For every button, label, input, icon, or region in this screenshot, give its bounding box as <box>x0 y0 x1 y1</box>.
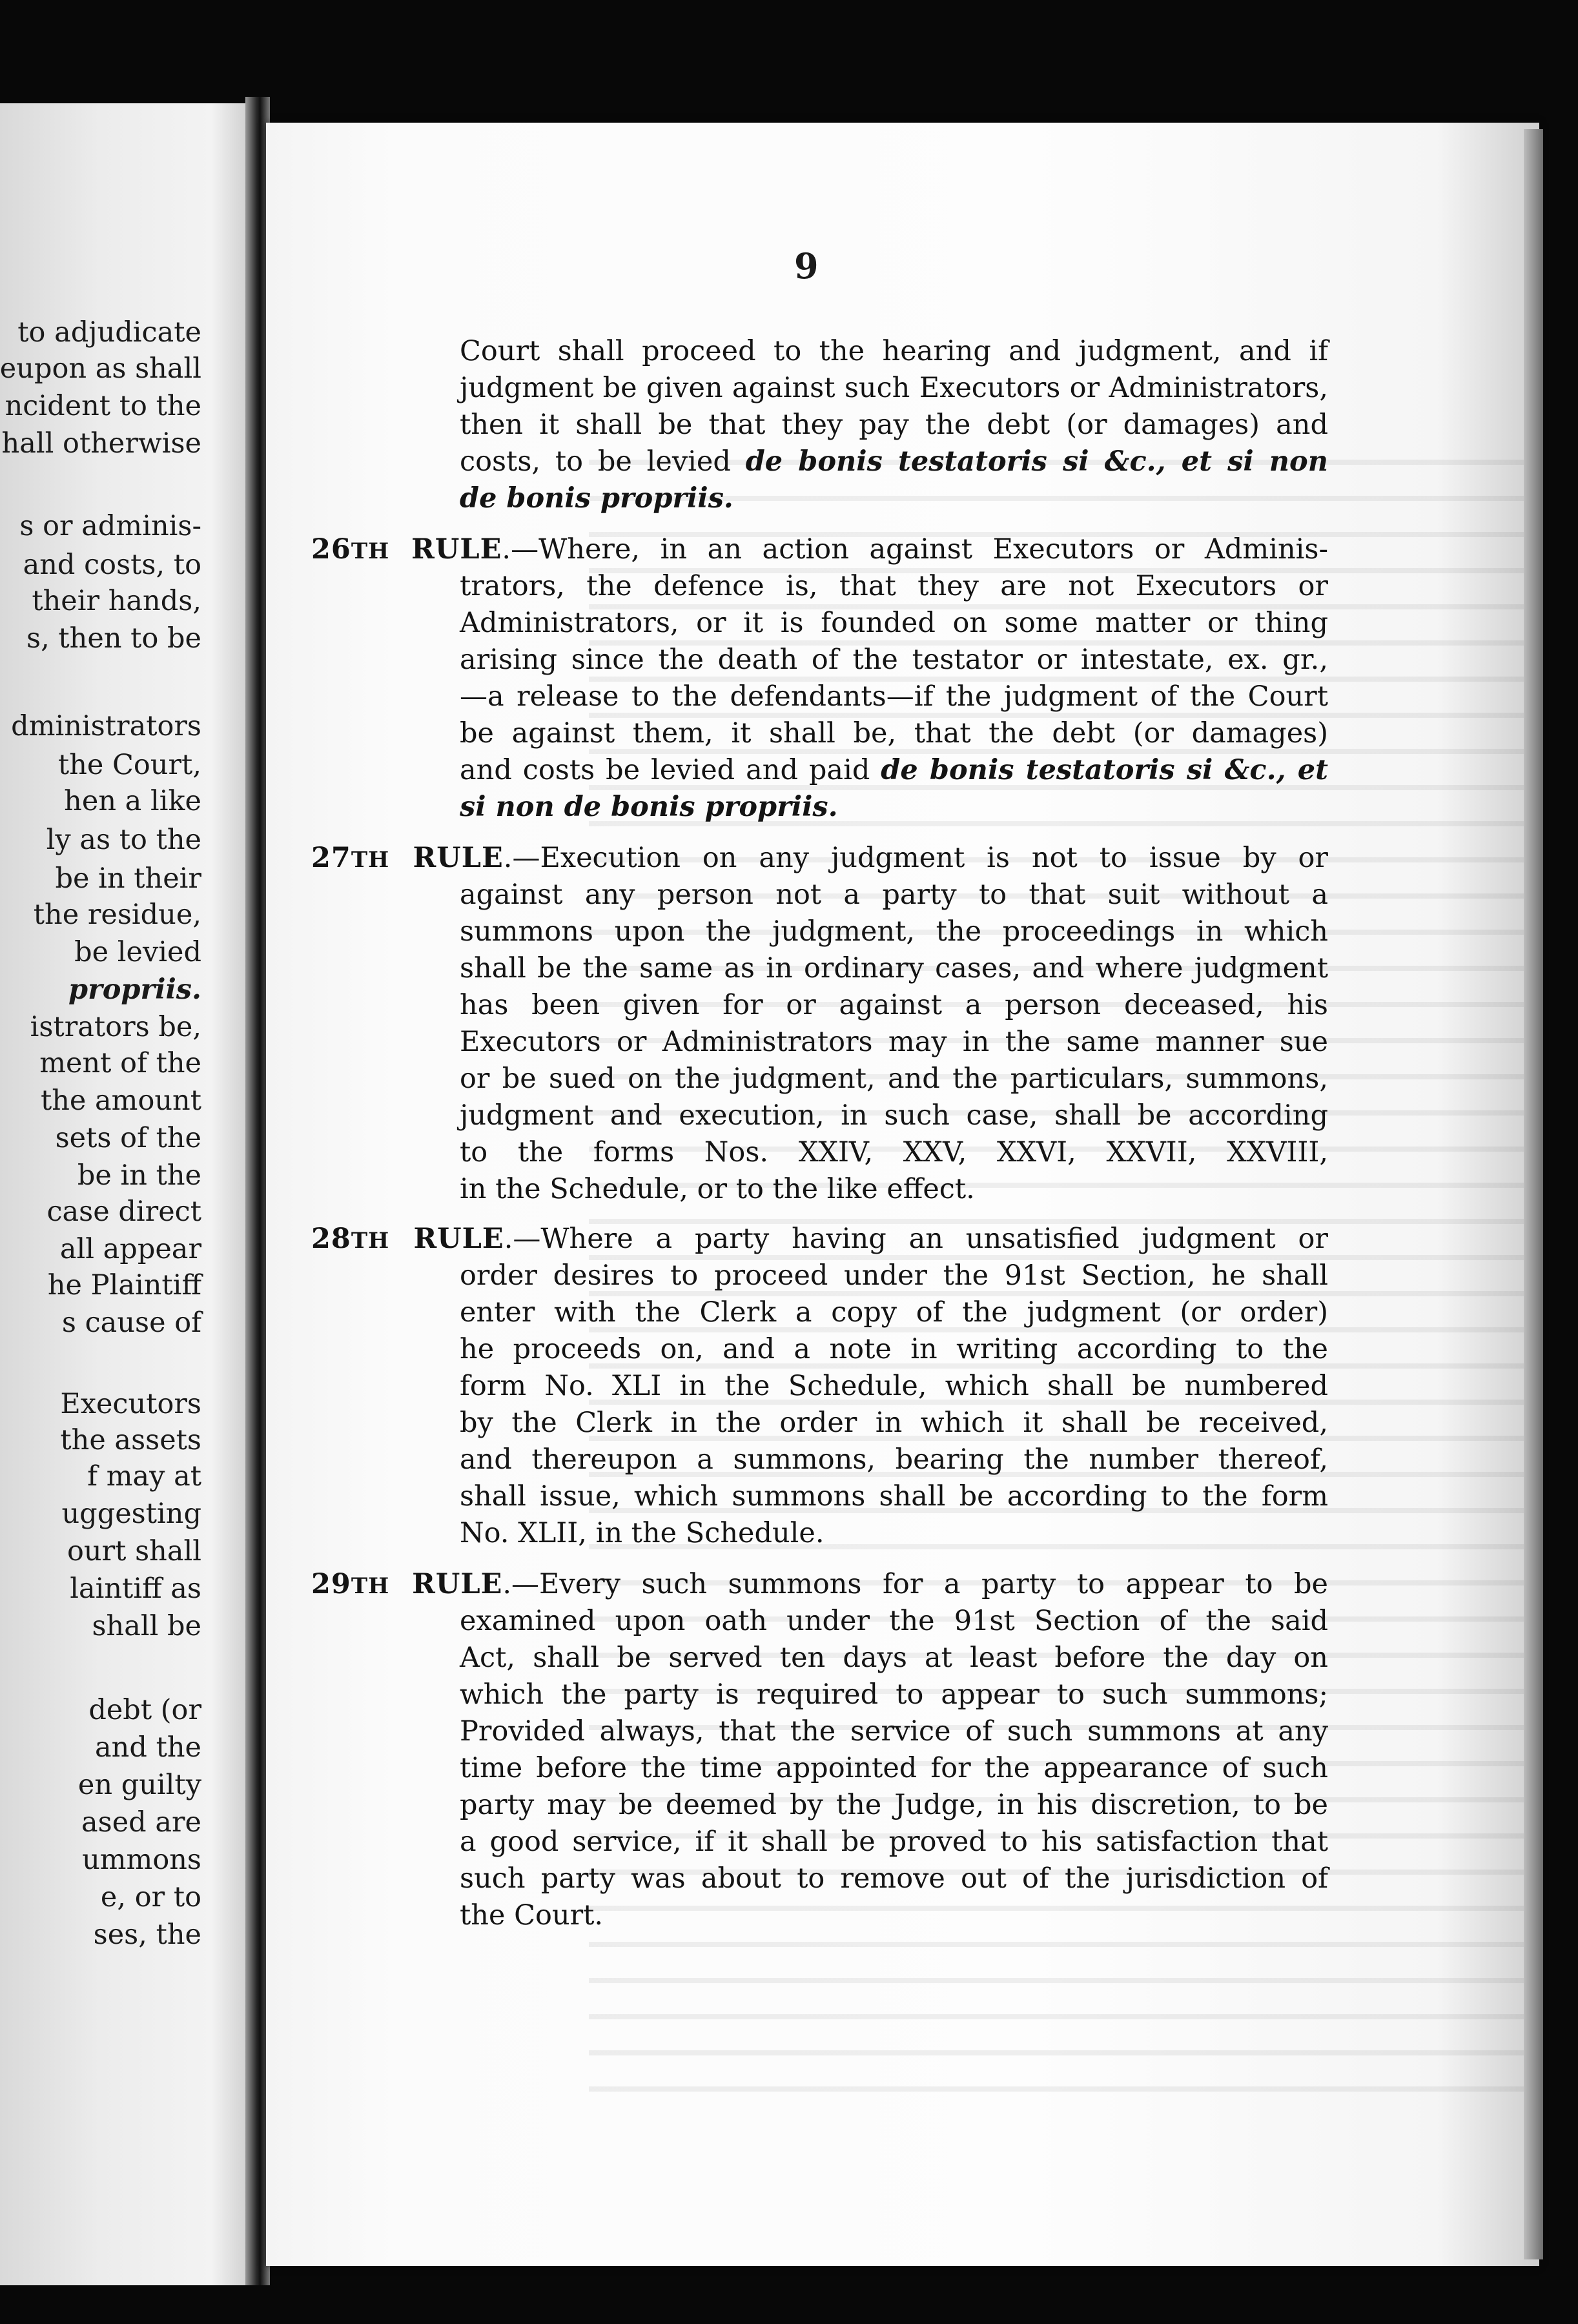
rule-heading-line <box>311 531 1328 569</box>
body-line <box>460 1713 1328 1749</box>
text-run: summons upon the judgment, the proceedings in which <box>460 915 1328 948</box>
body-line <box>460 370 1328 406</box>
italic-latin: de bonis testatoris si &c., et <box>881 754 1328 786</box>
italic-latin: de bonis propriis. <box>460 482 733 515</box>
rule-text: .—Every such summons for a party to appear to be <box>502 1568 1328 1600</box>
text-run: time before the time appointed for the appearance of such <box>460 1752 1328 1784</box>
italic-latin: de bonis testatoris si &c., et si non <box>745 445 1328 478</box>
previous-page-line: the assets <box>60 1424 201 1456</box>
rule-heading-line <box>311 1221 1328 1259</box>
previous-page-line: Executors <box>60 1388 201 1420</box>
body-line <box>460 1097 1328 1134</box>
body-line <box>460 1677 1328 1713</box>
body-line <box>460 568 1328 604</box>
body-line <box>460 642 1328 678</box>
previous-page-line: ummons <box>82 1844 201 1876</box>
previous-page-line: s, then to be <box>26 622 201 655</box>
body-line <box>460 605 1328 641</box>
previous-page-line: be in the <box>77 1159 201 1192</box>
text-run: Court shall proceed to the hearing and judgment, and if <box>460 335 1328 367</box>
previous-page-line: the amount <box>40 1085 201 1117</box>
previous-page-line: hen a like <box>64 785 201 817</box>
page-edge <box>1524 129 1543 2259</box>
text-run: shall issue, which summons shall be according to the form <box>460 1480 1328 1513</box>
text-run: in the Schedule, or to the like effect. <box>460 1173 975 1205</box>
text-run: Administrators, or it is founded on some matter or thing <box>460 607 1328 639</box>
body-line <box>460 789 1328 825</box>
body-line <box>460 480 1328 516</box>
previous-page-line: the Court, <box>57 749 201 781</box>
previous-page-line: ly as to the <box>46 824 201 856</box>
previous-page-line: the residue, <box>33 899 201 931</box>
rule-number <box>311 1568 502 1600</box>
body-line <box>460 1860 1328 1897</box>
previous-page-line: he Plaintiff <box>47 1269 201 1301</box>
rule-heading-line <box>311 840 1328 878</box>
previous-page-line: e, or to <box>100 1881 201 1913</box>
body-line <box>460 1171 1328 1207</box>
body-line <box>460 752 1328 788</box>
rule-heading-line <box>311 1566 1328 1604</box>
text-run: against any person not a party to that suit without a <box>460 879 1328 911</box>
rule-ordinal: 27 <box>311 842 351 874</box>
rule-text: .—Where, in an action against Executors or Adminis- <box>502 533 1328 566</box>
rule-number <box>311 842 504 874</box>
text-run: arising since the death of the testator or intestate, ex. gr., <box>460 644 1328 676</box>
body-line <box>460 1258 1328 1294</box>
body-line <box>460 1478 1328 1514</box>
rule-number <box>311 1223 504 1255</box>
text-run: enter with the Clerk a copy of the judgment (or order) <box>460 1296 1328 1329</box>
body-line <box>460 1294 1328 1330</box>
italic-latin: si non de bonis propriis. <box>460 791 838 823</box>
previous-page-line: s or adminis- <box>19 510 201 542</box>
previous-page-line: debt (or <box>88 1694 201 1726</box>
rule-word: RULE <box>411 533 502 566</box>
text-run: —a release to the defendants—if the judgment of the Court <box>460 680 1328 713</box>
body-line <box>460 1442 1328 1478</box>
previous-page-line: be in their <box>55 862 201 895</box>
body-line <box>460 913 1328 950</box>
text-run: order desires to proceed under the 91st Section, he shall <box>460 1259 1328 1292</box>
text-run: trators, the defence is, that they are not Executors or <box>460 570 1328 602</box>
text-run: and thereupon a summons, bearing the number thereof, <box>460 1443 1328 1476</box>
text-run: then it shall be that they pay the debt (or damages) and <box>460 409 1328 441</box>
text-run: party may be deemed by the Judge, in his discretion, to be <box>460 1789 1328 1821</box>
rule-word: RULE <box>413 1223 504 1255</box>
text-run: or be sued on the judgment, and the particulars, summons, <box>460 1063 1328 1095</box>
text-run: by the Clerk in the order in which it shall be received, <box>460 1407 1328 1439</box>
previous-page-line: and the <box>95 1731 201 1764</box>
text-run: form No. XLI in the Schedule, which shall be numbered <box>460 1370 1328 1402</box>
text-run: be against them, it shall be, that the debt (or damages) <box>460 717 1328 749</box>
previous-page-line: eupon as shall <box>0 352 201 385</box>
text-run: judgment be given against such Executors or Administrators, <box>460 372 1328 404</box>
previous-page-line: their hands, <box>32 585 201 617</box>
previous-page-line: ment of the <box>39 1047 201 1079</box>
previous-page-line: to adjudicate <box>17 316 201 349</box>
body-line <box>460 1061 1328 1097</box>
rule-ordinal-suffix: TH <box>351 538 390 564</box>
body-line <box>460 1603 1328 1639</box>
body-line <box>460 1750 1328 1786</box>
previous-page-line: propriis. <box>68 973 201 1006</box>
previous-page-line: en guilty <box>77 1769 201 1801</box>
rule-ordinal: 28 <box>311 1223 351 1255</box>
rule-ordinal: 29 <box>311 1568 351 1600</box>
body-line <box>460 1368 1328 1404</box>
body-line <box>460 1405 1328 1441</box>
previous-page-line: and costs, to <box>23 549 201 581</box>
previous-page-line: istrators be, <box>30 1011 201 1043</box>
previous-page-line: all appear <box>59 1233 201 1265</box>
text-run: No. XLII, in the Schedule. <box>460 1517 825 1549</box>
text-run: costs, to be levied <box>460 445 746 478</box>
previous-page-line: f may at <box>87 1460 201 1493</box>
previous-page-line: ased are <box>81 1806 201 1839</box>
rule-ordinal-suffix: TH <box>351 1228 390 1254</box>
rule-text: .—Where a party having an unsatisfied judgment or <box>504 1223 1328 1255</box>
body-line <box>460 950 1328 986</box>
previous-page-line: laintiff as <box>70 1573 201 1605</box>
text-run: Act, shall be served ten days at least before the day on <box>460 1642 1328 1674</box>
text-run: a good service, if it shall be proved to his satisfaction that <box>460 1826 1328 1858</box>
text-run: Executors or Administrators may in the same manner sue <box>460 1026 1328 1058</box>
previous-page-line: uggesting <box>61 1498 201 1530</box>
body-line <box>460 1897 1328 1933</box>
body-line <box>460 1787 1328 1823</box>
body-line <box>460 1515 1328 1551</box>
text-run: has been given for or against a person deceased, his <box>460 989 1328 1021</box>
body-line <box>460 333 1328 369</box>
previous-page-line: ncident to the <box>5 390 201 422</box>
page-number: 9 <box>794 245 819 287</box>
previous-page-line: s cause of <box>61 1307 201 1339</box>
rule-number <box>311 533 502 566</box>
body-line <box>460 1824 1328 1860</box>
text-run: shall be the same as in ordinary cases, and where judgment <box>460 952 1328 984</box>
rule-word: RULE <box>413 842 504 874</box>
rule-ordinal: 26 <box>311 533 351 566</box>
body-line <box>460 987 1328 1023</box>
previous-page-line: case direct <box>46 1196 201 1228</box>
rule-ordinal-suffix: TH <box>351 847 390 873</box>
body-line <box>460 1331 1328 1367</box>
rule-text: .—Execution on any judgment is not to issue by or <box>503 842 1328 874</box>
previous-page-line: dministrators <box>11 710 201 742</box>
previous-page-line: sets of the <box>55 1122 201 1154</box>
previous-page-line: hall otherwise <box>1 427 201 460</box>
body-line <box>460 1024 1328 1060</box>
text-run: such party was about to remove out of the jurisdiction of <box>460 1862 1328 1895</box>
body-line <box>460 1134 1328 1170</box>
text-run: to the forms Nos. XXIV, XXV, XXVI, XXVII, XXVIII, <box>460 1136 1328 1168</box>
body-line <box>460 877 1328 913</box>
text-run: Provided always, that the service of such summons at any <box>460 1715 1328 1748</box>
body-line <box>460 715 1328 751</box>
rule-ordinal-suffix: TH <box>351 1573 390 1599</box>
rule-word: RULE <box>412 1568 503 1600</box>
text-run: which the party is required to appear to such summons; <box>460 1678 1328 1711</box>
body-line <box>460 1640 1328 1676</box>
text-run: judgment and execution, in such case, shall be according <box>460 1099 1328 1132</box>
previous-page-line: be levied <box>74 936 201 968</box>
previous-page-line: ourt shall <box>67 1535 201 1567</box>
text-run: the Court. <box>460 1899 604 1932</box>
previous-page-line: shall be <box>92 1610 201 1642</box>
body-line <box>460 443 1328 480</box>
body-line <box>460 678 1328 715</box>
text-run: and costs be levied and paid <box>460 754 881 786</box>
text-run: he proceeds on, and a note in writing according to the <box>460 1333 1328 1365</box>
body-line <box>460 407 1328 443</box>
previous-page-line: ses, the <box>93 1919 201 1951</box>
text-run: examined upon oath under the 91st Section of the said <box>460 1605 1328 1637</box>
